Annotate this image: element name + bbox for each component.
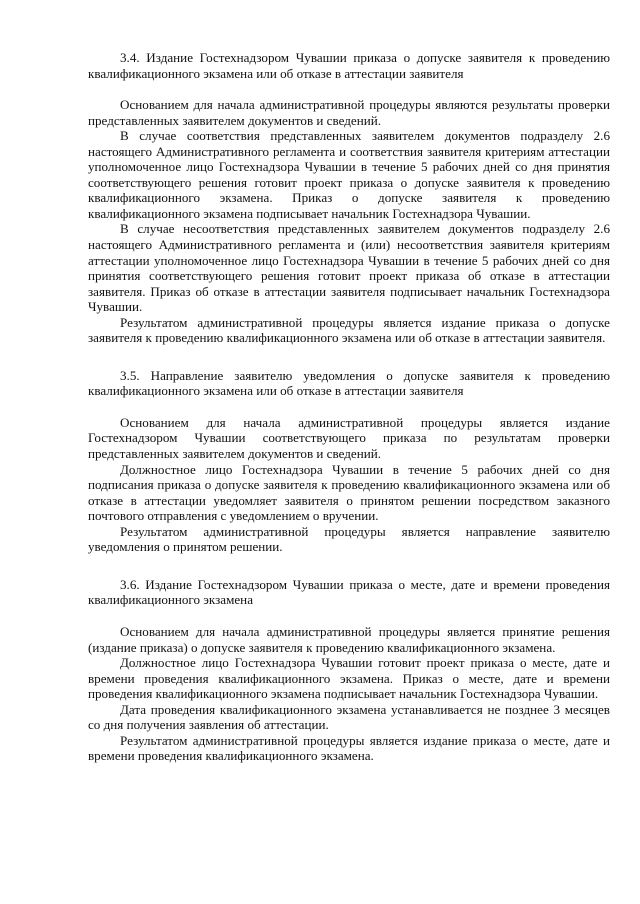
paragraph: Основанием для начала административной процедуры являются результаты проверки представленных заявителем документов и сведений. (88, 97, 610, 128)
document-page (88, 50, 610, 764)
spacer (88, 555, 610, 577)
section-heading-3-5: 3.5. Направление заявителю уведомления о допуске заявителя к проведению квалификационного экзамена или об отказе в аттестации заявителя (88, 367, 610, 399)
paragraph: Результатом административной процедуры является издание приказа о допуске заявителя к проведению квалификационного экзамена или об отказе в аттестации заявителя. (88, 314, 610, 346)
paragraph: Основанием для начала административной процедуры является издание Гостехнадзором Чувашии соответствующего приказа по результатам проверки представленных заявителем документов и сведений. (88, 414, 610, 462)
paragraph: В случае несоответствия представленных заявителем документов подразделу 2.6 настоящего Административного регламента и (или) несоответствия заявителя критериям аттестации уполномоченное лицо Гостехнадзора Чувашии в течение 5 рабочих дней со дня принятия соответствующего решения готовит проект приказа об отказе в аттестации заявителя. Приказ об отказе в аттестации заявителя подписывает начальник Гостехнадзора Чувашии. (88, 221, 610, 315)
spacer (88, 81, 610, 97)
paragraph: Должностное лицо Гостехнадзора Чувашии в течение 5 рабочих дней со дня подписания приказа о допуске заявителя к проведению квалификационного экзамена или об отказе в аттестации уведомляет заявителя о принятом решении посредством заказного почтового отправления с уведомлением о вручении. (88, 461, 610, 524)
spacer (88, 399, 610, 415)
spacer (88, 346, 610, 368)
paragraph: Результатом административной процедуры является направление заявителю уведомления о принятом решении. (88, 523, 610, 555)
section-heading-3-4: 3.4. Издание Гостехнадзором Чувашии приказа о допуске заявителя к проведению квалификационного экзамена или об отказе в аттестации заявителя (88, 50, 610, 81)
paragraph: Дата проведения квалификационного экзамена устанавливается не позднее 3 месяцев со дня получения заявления об аттестации. (88, 701, 610, 733)
paragraph: Должностное лицо Гостехнадзора Чувашии готовит проект приказа о месте, дате и времени проведения квалификационного экзамена. Приказ о месте, дате и времени проведения квалификационного экзамена подписывает начальник Гостехнадзора Чувашии. (88, 655, 610, 702)
spacer (88, 608, 610, 624)
paragraph: Основанием для начала административной процедуры является принятие решения (издание приказа) о допуске заявителя к проведению квалификационного экзамена. (88, 623, 610, 655)
section-heading-3-6: 3.6. Издание Гостехнадзором Чувашии приказа о месте, дате и времени проведения квалификационного экзамена (88, 576, 610, 608)
paragraph: Результатом административной процедуры является издание приказа о месте, дате и времени проведения квалификационного экзамена. (88, 732, 610, 764)
paragraph: В случае соответствия представленных заявителем документов подразделу 2.6 настоящего Административного регламента и соответствия заявителя критериям аттестации уполномоченное лицо Гостехнадзора Чувашии в течение 5 рабочих дней со дня принятия соответствующего решения готовит проект приказа о допуске заявителя к проведению квалификационного экзамена. Приказ о допуске заявителя к проведению квалификационного экзамена подписывает начальник Гостехнадзора Чувашии. (88, 128, 610, 221)
